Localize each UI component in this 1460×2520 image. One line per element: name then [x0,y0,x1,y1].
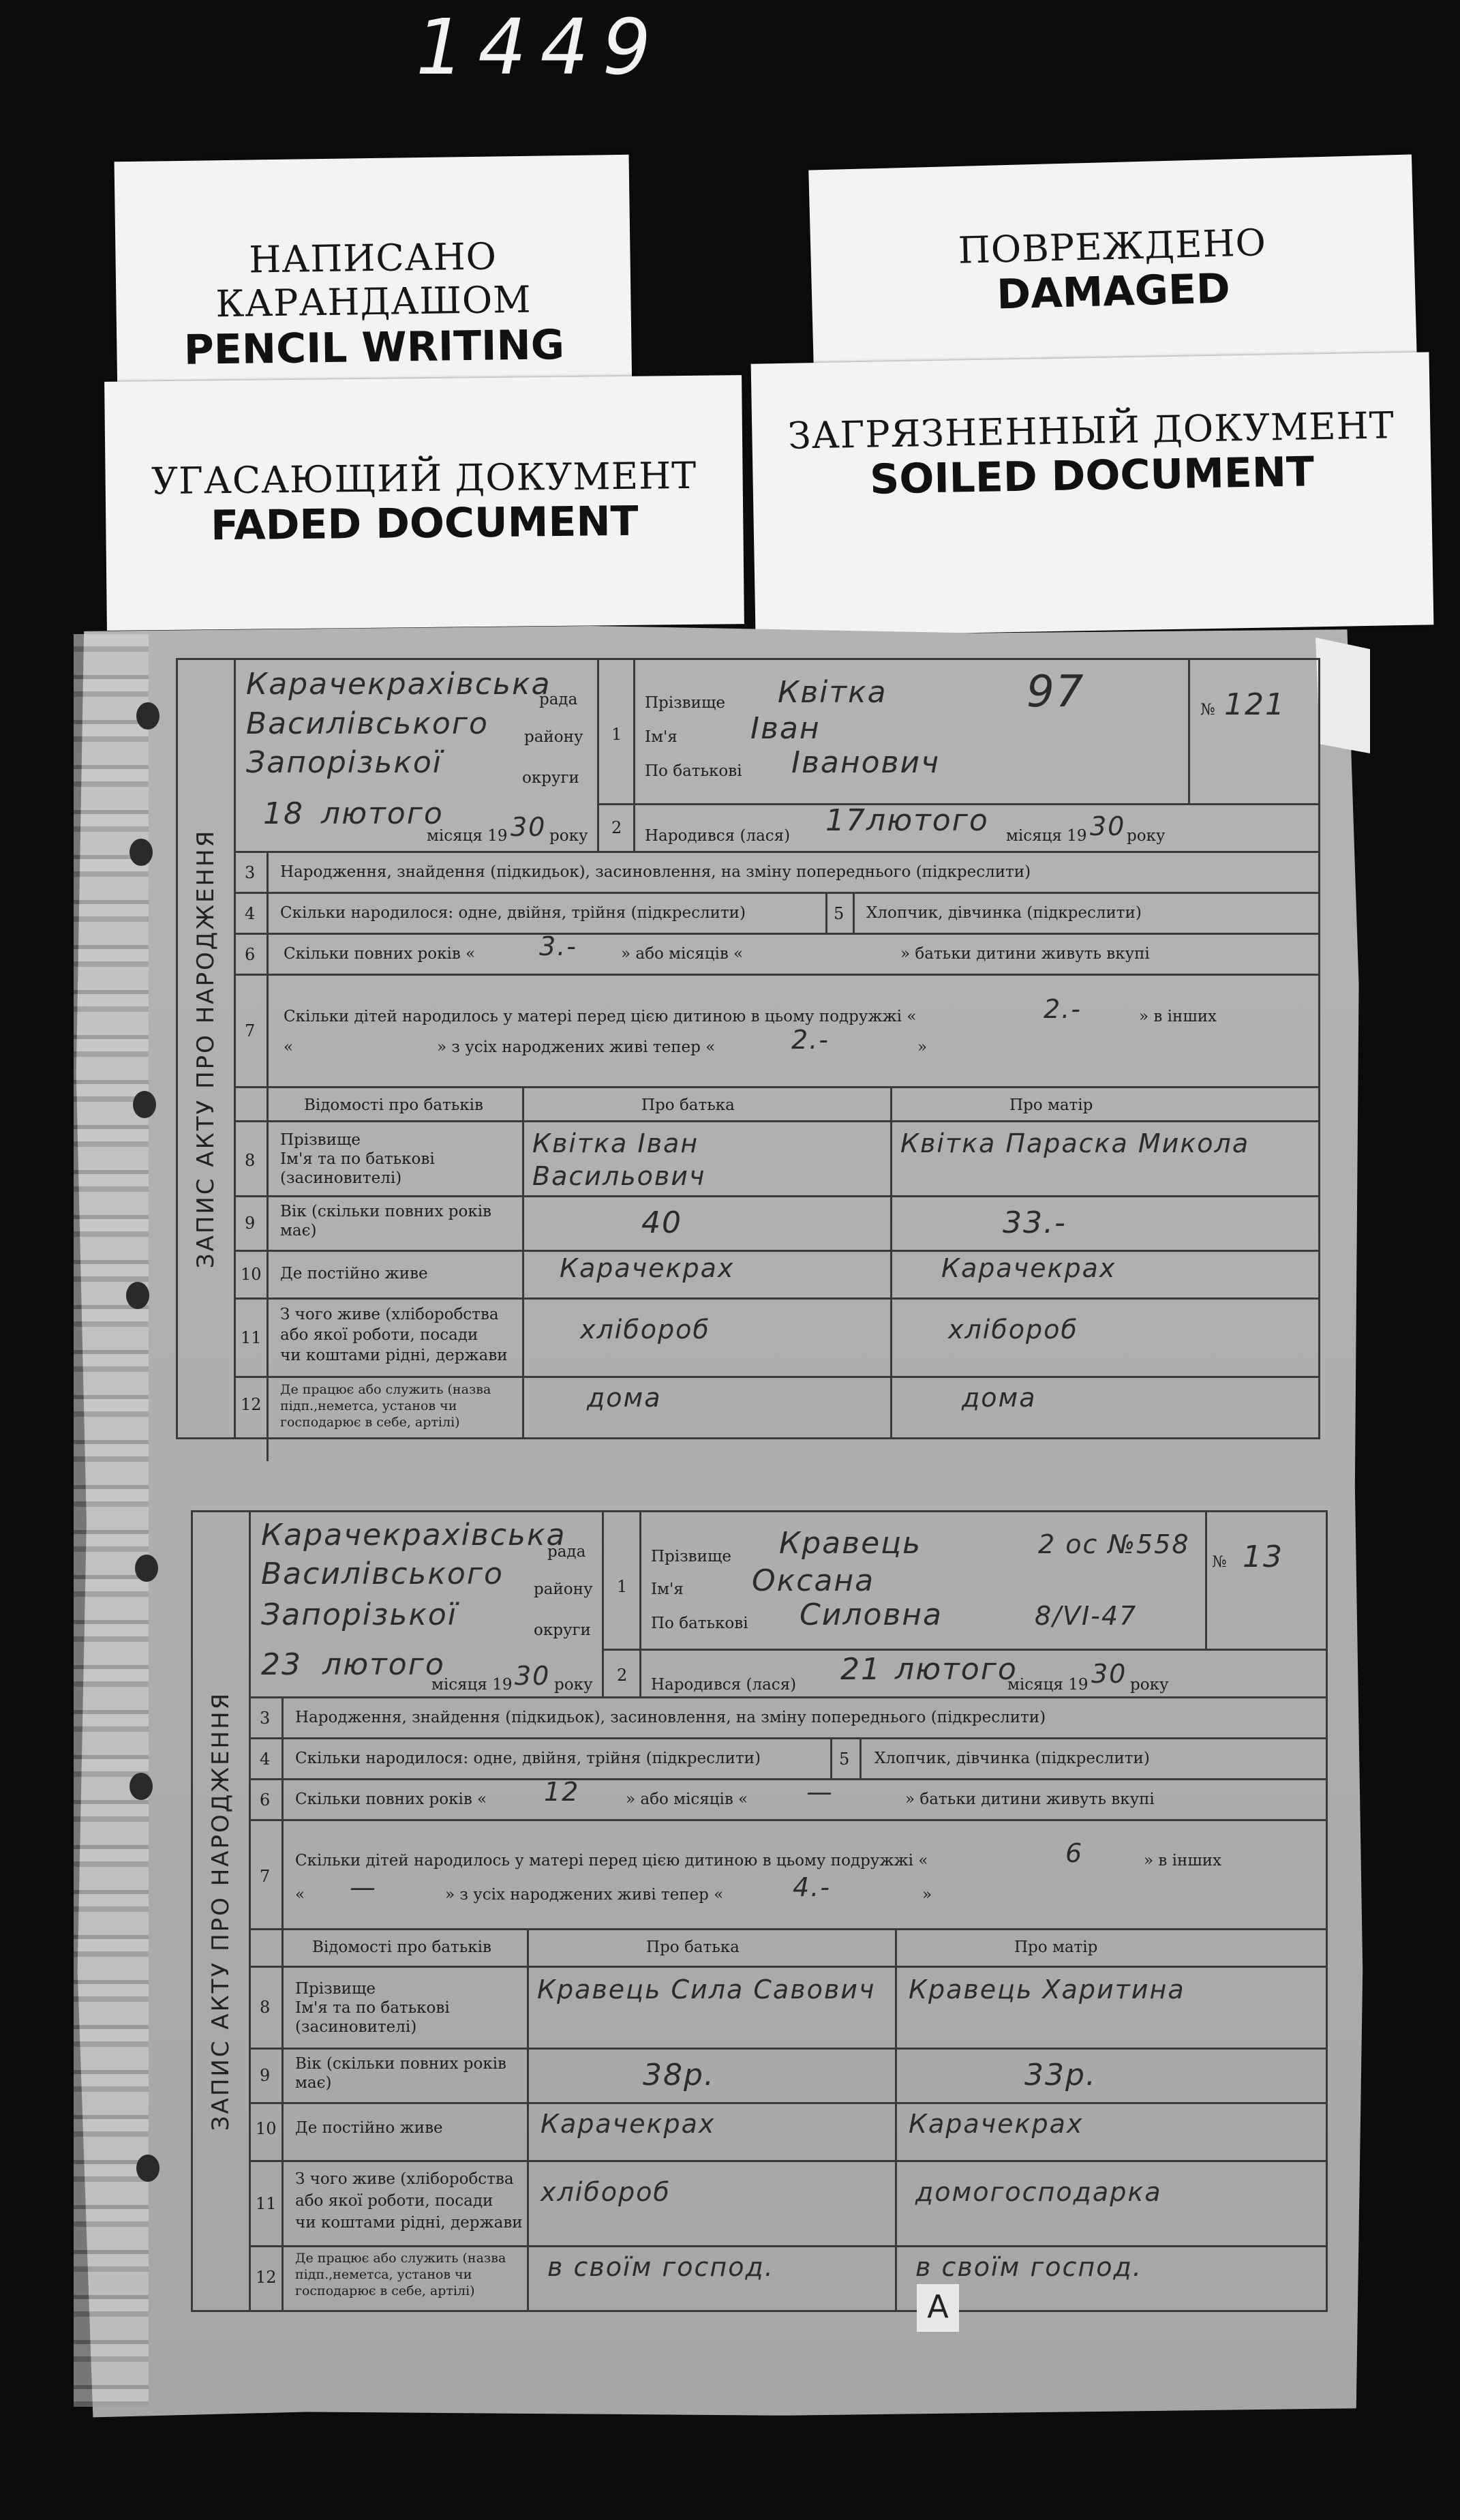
name-label: Ім'я [651,1580,684,1598]
row-number: 10 [241,1265,262,1284]
birth-month-label: місяця 19 [1006,827,1087,845]
row-number: 12 [256,2268,277,2287]
row7-text-b: » в інших [1139,1008,1217,1025]
row-number: 1 [617,1577,628,1596]
row8-label: Прізвище Ім'я та по батькові (засиновителі) [280,1131,435,1187]
mother-occupation: домогосподарка [915,2177,1162,2207]
mother-workplace: дома [962,1383,1037,1413]
father-header: Про батька [641,1096,735,1114]
row4-text: Скільки народилося: одне, двійня, трійня (підкреслити) [280,904,746,922]
row6-text-b: » або місяців « [626,1790,748,1808]
mother-age: 33.- [1003,1205,1067,1240]
row4-text: Скільки народилося: одне, двійня, трійня (підкреслити) [295,1750,761,1767]
mother-residence: Карачекрах [909,2109,1084,2139]
row-number: 7 [260,1867,271,1886]
mother-residence: Карачекрах [941,1253,1116,1283]
margin-note: 2 ос №558 [1038,1529,1190,1559]
number-value: 13 [1243,1540,1283,1574]
binding-hole [136,2155,159,2182]
row-number: 5 [839,1750,850,1769]
binding-hole [126,1282,149,1309]
father-age: 40 [641,1205,682,1240]
archive-number: 1449 [416,3,665,92]
row-number: 9 [245,1214,256,1233]
father-workplace: в своїм господ. [547,2252,774,2282]
reg-year: 30 [515,1661,551,1691]
soiled-card-ru: ЗАГРЯЗНЕННЫЙ ДОКУМЕНТ [787,404,1395,457]
mother-name: Квітка Параска Микола [900,1128,1250,1158]
faded-card-ru: УГАСАЮЩИЙ ДОКУМЕНТ [151,453,697,503]
name-label: Ім'я [645,728,678,746]
record-side-title: ЗАПИС АКТУ ПРО НАРОДЖЕННЯ [178,660,236,1437]
soiled-card-en: SOILED DOCUMENT [869,448,1315,504]
row11-label: З чого живе (хліборобства або якої роботи, посади чи коштами рідні, держави [280,1306,508,1364]
row-number: 3 [245,863,256,882]
birth-year-label: року [1130,1676,1169,1694]
father-header: Про батька [646,1938,740,1956]
row-number: 6 [260,1790,271,1810]
rada-label: рада [547,1543,586,1561]
damaged-card-ru: ПОВРЕЖДЕНО [957,221,1267,272]
row9-label: Вік (скільки повних років має) [280,1203,491,1240]
months-together: — [806,1777,834,1807]
alive-now: 4.- [793,1872,831,1902]
row-number: 1 [611,725,622,744]
row-number: 6 [245,945,256,964]
okruha-value: Запорізької [246,745,443,780]
father-occupation: хлібороб [580,1315,710,1345]
row-number: 12 [241,1395,262,1414]
birth-record-2 [191,1510,1328,2312]
okruha-label: округи [534,1621,591,1639]
row-number: 10 [256,2119,277,2138]
born-label: Народився (лася) [645,827,791,845]
mother-header: Про матір [1014,1938,1098,1956]
patronymic-label: По батькові [645,762,742,780]
record-side-title: ЗАПИС АКТУ ПРО НАРОДЖЕННЯ [193,1512,251,2310]
number-value: 121 [1224,687,1286,722]
years-together: 3.- [539,931,577,961]
surname-label: Прізвище [645,694,725,712]
raion-value: Василівського [246,706,489,741]
mother-occupation: хлібороб [948,1315,1078,1345]
row6-text-a: Скільки повних років « [284,945,476,963]
row7-text-b: » в інших [1144,1852,1222,1870]
row11-label: З чого живе (хліборобства або якої роботи, посади чи коштами рідні, держави [295,2170,523,2232]
row-number: 11 [241,1328,262,1347]
raion-label: району [524,728,583,746]
birth-year-label: року [1127,827,1166,845]
patronymic-label: По батькові [651,1615,748,1632]
birth-month: лютого [895,1652,1018,1687]
reg-year-label: року [549,827,588,845]
father-workplace: дома [587,1383,662,1413]
paper-tab [1315,638,1370,753]
worn-binding-edge [74,634,149,2407]
row7-text-e: » [922,1886,932,1904]
row10-label: Де постійно живе [295,2119,443,2137]
pencil-card-en: PENCIL WRITING [183,321,565,374]
years-together: 12 [544,1777,580,1807]
row-number: 9 [260,2066,271,2085]
reg-day: 23 [261,1647,302,1682]
binding-hole [130,1773,153,1800]
patronymic-value: Силовна [800,1597,943,1632]
row-number: 4 [245,904,256,923]
row7-text-d: » з усіх народжених живі тепер « [445,1886,724,1904]
birth-month: лютого [866,803,989,838]
father-name: Квітка Іван Васильович [532,1128,706,1191]
row3-text: Народження, знайдення (підкидьок), засиновлення, на зміну попереднього (підкреслити) [280,863,1031,881]
damaged-card-en: DAMAGED [996,265,1231,319]
row7-text-a: Скільки дітей народилось у матері перед цією дитиною в цьому подружжі « [284,1008,917,1025]
binding-hole [130,839,153,866]
surname-value: Кравець [779,1526,922,1561]
rada-value: Карачекрахівська [261,1518,566,1552]
children-other: — [350,1872,377,1902]
row-number: 2 [617,1666,628,1685]
row6-text-b: » або місяців « [621,945,744,963]
reg-year-label: року [554,1676,593,1694]
birth-day: 17 [825,803,866,838]
row9-label: Вік (скільки повних років має) [295,2055,506,2092]
raion-label: району [534,1580,593,1598]
reg-month: лютого [321,796,444,831]
surname-label: Прізвище [651,1548,731,1565]
birth-month-label: місяця 19 [1007,1676,1089,1694]
parents-info-header: Відомості про батьків [312,1938,491,1956]
faded-document-card [104,375,744,631]
mother-age: 33р. [1024,2058,1097,2092]
reg-day: 18 [263,796,304,831]
margin-number: 97 [1026,667,1085,717]
mother-header: Про матір [1009,1096,1093,1114]
okruha-label: округи [522,769,579,787]
birth-day: 21 [840,1652,881,1687]
faded-card-en: FADED DOCUMENT [210,497,639,550]
raion-value: Василівського [261,1557,504,1591]
number-label: № [1212,1553,1227,1571]
row-number: 4 [260,1750,271,1769]
rada-value: Карачекрахівська [246,667,551,702]
birth-year: 30 [1091,1659,1127,1689]
mother-workplace: в своїм господ. [915,2252,1142,2282]
row12-label: Де працює або служить (назва підп.,неметса, установ чи господарює в себе, артілі) [295,2251,506,2298]
okruha-value: Запорізької [261,1597,458,1632]
reg-month: лютого [322,1647,445,1682]
number-label: № [1200,701,1215,719]
row-number: 8 [260,1998,271,2017]
binding-hole [133,1091,156,1118]
reg-year: 30 [511,812,547,842]
parents-info-header: Відомості про батьків [304,1096,483,1114]
birth-record-1 [176,658,1320,1439]
father-residence: Карачекрах [541,2109,716,2139]
reg-month-label: місяця 19 [427,827,508,845]
row7-text-d: » з усіх народжених живі тепер « [437,1038,716,1056]
birth-year: 30 [1090,811,1126,841]
row7-text-e: » [917,1038,928,1056]
father-age: 38р. [643,2058,715,2092]
row-number: 5 [834,904,845,923]
binding-hole [135,1555,158,1582]
row7-text-c: « [295,1886,305,1904]
father-name: Кравець Сила Савович [537,1975,876,2005]
row3-text: Народження, знайдення (підкидьок), засиновлення, на зміну попереднього (підкреслити) [295,1709,1046,1726]
pencil-writing-card [115,155,633,404]
born-label: Народився (лася) [651,1676,797,1694]
children-before: 2.- [1044,994,1082,1024]
row-number: 7 [245,1021,256,1040]
row6-text-c: » батьки дитини живуть вкупі [905,1790,1155,1808]
father-residence: Карачекрах [560,1253,735,1283]
row5-text: Хлопчик, дівчинка (підкреслити) [866,904,1142,922]
row-number: 3 [260,1709,271,1728]
margin-date: 8/VI-47 [1035,1601,1138,1631]
row12-label: Де працює або служить (назва підп.,неметса, установ чи господарює в себе, артілі) [280,1382,491,1430]
row6-text-c: » батьки дитини живуть вкупі [900,945,1150,963]
row10-label: Де постійно живе [280,1265,428,1282]
row-number: 8 [245,1151,256,1170]
row7-text-a: Скільки дітей народилось у матері перед цією дитиною в цьому подружжі « [295,1852,928,1870]
row8-label: Прізвище Ім'я та по батькові (засиновителі) [295,1980,450,2036]
name-value: Іван [750,711,821,746]
damaged-card [808,154,1417,374]
rada-label: рада [539,691,578,708]
row7-text-c: « [284,1038,294,1056]
alive-now: 2.- [791,1025,830,1055]
row-number: 11 [256,2194,277,2213]
bottom-mark: A [917,2284,959,2332]
children-before: 6 [1065,1838,1084,1868]
row-number: 2 [611,818,622,837]
patronymic-value: Іванович [791,745,941,780]
row5-text: Хлопчик, дівчинка (підкреслити) [875,1750,1150,1767]
reg-month-label: місяця 19 [431,1676,513,1694]
pencil-card-ru: НАПИСАНО КАРАНДАШОМ [215,235,532,326]
name-value: Оксана [752,1563,875,1598]
soiled-document-card [751,352,1434,636]
row6-text-a: Скільки повних років « [295,1790,487,1808]
surname-value: Квітка [778,675,887,710]
mother-name: Кравець Харитина [909,1975,1185,2005]
binding-hole [136,702,159,730]
father-occupation: хлібороб [541,2177,671,2207]
